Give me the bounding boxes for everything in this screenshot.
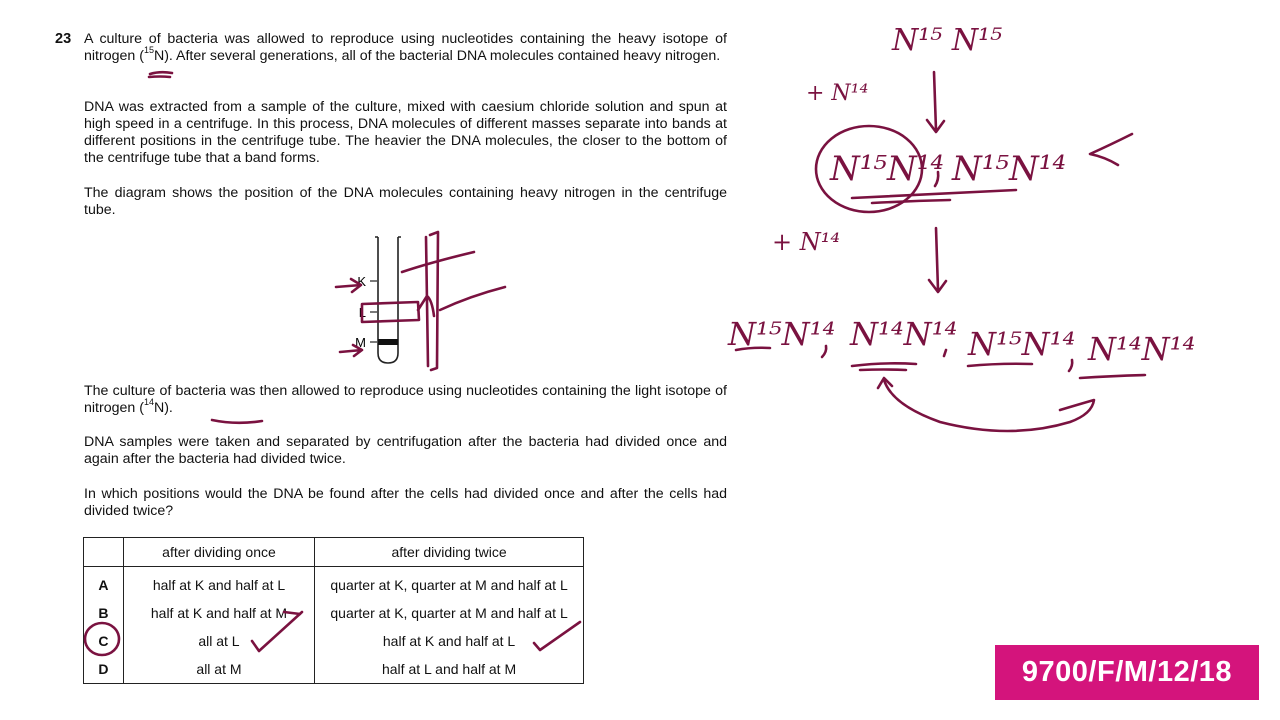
option-letter: B bbox=[98, 605, 109, 621]
ink-text-plus-second: + N¹⁴ bbox=[772, 228, 840, 256]
ink-arrow-left bbox=[1090, 134, 1132, 165]
ink-underline-gen2-2 bbox=[852, 363, 916, 370]
option-letter: C bbox=[98, 633, 109, 649]
ink-underline-gen2-4 bbox=[1080, 375, 1145, 378]
ink-underline-gen2-3 bbox=[968, 364, 1032, 366]
header-once: after dividing once bbox=[123, 538, 314, 567]
answer-once: half at K and half at L bbox=[123, 567, 314, 600]
intro-text-b: N). After several generations, all of the bacterial DNA molecules contained heavy nitrogen. bbox=[153, 48, 721, 64]
dna-band-m bbox=[378, 339, 398, 345]
table-row[interactable] bbox=[84, 599, 584, 627]
ink-circle-gen1 bbox=[816, 126, 922, 212]
centrifuge-paragraph: DNA was extracted from a sample of the culture, mixed with caesium chloride solution and spun at high speed in a centrifuge. In this process, DNA molecules of different masses separate into bands at different positions in the centrifuge tube. The heavier the DNA molecules, the closer to the bottom of the centrifuge tube that a band forms. bbox=[84, 99, 727, 166]
answer-twice: half at L and half at M bbox=[315, 655, 584, 684]
ink-comma-1 bbox=[935, 172, 938, 186]
ink-arrow-down-2 bbox=[929, 228, 946, 292]
table-row[interactable] bbox=[84, 655, 584, 684]
ink-underline-14n bbox=[212, 420, 262, 423]
question-intro bbox=[84, 31, 727, 65]
header-option bbox=[84, 538, 124, 567]
ink-text-gen2-4: N¹⁴N¹⁴ bbox=[1088, 330, 1196, 368]
ink-curved-connector bbox=[884, 380, 1094, 431]
answer-table bbox=[83, 537, 584, 684]
ink-underline-nitrogen bbox=[149, 72, 172, 77]
answer-once: half at K and half at M bbox=[123, 599, 314, 627]
ink-comma-4 bbox=[1069, 360, 1072, 371]
table-row[interactable] bbox=[84, 627, 584, 655]
label-l: L bbox=[358, 305, 366, 320]
answer-once: all at L bbox=[123, 627, 314, 655]
ink-underline-gen2-1 bbox=[736, 348, 770, 350]
ink-text-plus-first: + N¹⁴ bbox=[806, 81, 869, 106]
ink-arrow-down-1 bbox=[927, 72, 944, 132]
table-header-row bbox=[84, 538, 584, 567]
ink-connector-arrowhead bbox=[878, 378, 892, 388]
option-letter: D bbox=[98, 661, 109, 677]
table-row[interactable] bbox=[84, 567, 584, 600]
sampling-paragraph: DNA samples were taken and separated by centrifugation after the bacteria had divided once and again after the bacteria had divided twice. bbox=[84, 434, 727, 467]
ink-text-gen1-left: N¹⁵N¹⁴ bbox=[830, 149, 945, 189]
ink-text-gen2-1: N¹⁵N¹⁴ bbox=[728, 315, 836, 353]
intro-text-a: A culture of bacteria was allowed to reproduce using nucleotides containing the heavy isotope of nitrogen ( bbox=[84, 31, 727, 64]
question-number: 23 bbox=[55, 31, 72, 47]
diagram-intro-paragraph: The diagram shows the position of the DNA molecules containing heavy nitrogen in the centrifuge tube. bbox=[84, 185, 727, 218]
centrifuge-tube-diagram bbox=[330, 225, 440, 370]
ink-text-gen1-right: N¹⁵N¹⁴ bbox=[952, 149, 1067, 189]
isotope-superscript-15: 15 bbox=[143, 45, 154, 56]
answer-twice: quarter at K, quarter at M and half at L bbox=[315, 567, 584, 600]
ink-comma-3 bbox=[944, 350, 946, 356]
ink-underline-gen1 bbox=[852, 190, 1016, 203]
header-twice: after dividing twice bbox=[315, 538, 584, 567]
light-isotope-paragraph bbox=[84, 383, 727, 417]
ink-stroke-lower bbox=[440, 287, 505, 310]
answer-once: all at M bbox=[123, 655, 314, 684]
light-text-b: N). bbox=[153, 400, 173, 416]
option-letter: A bbox=[98, 577, 109, 593]
paper-code-banner: 9700/F/M/12/18 bbox=[995, 645, 1259, 700]
isotope-superscript-14: 14 bbox=[143, 397, 154, 408]
ink-text-gen2-2: N¹⁴N¹⁴ bbox=[850, 315, 958, 353]
question-prompt: In which positions would the DNA be found after the cells had divided once and after the cells had divided twice? bbox=[84, 486, 727, 519]
label-k: K bbox=[357, 274, 366, 289]
light-text-a: The culture of bacteria was then allowed to reproduce using nucleotides containing the light isotope of nitrogen ( bbox=[84, 383, 727, 416]
ink-comma-2 bbox=[822, 346, 826, 357]
ink-text-top-pair: N¹⁵ N¹⁵ bbox=[892, 23, 1003, 58]
answer-twice: quarter at K, quarter at M and half at L bbox=[315, 599, 584, 627]
ink-text-gen2-3: N¹⁵N¹⁴ bbox=[968, 325, 1076, 363]
label-m: M bbox=[355, 335, 366, 350]
answer-twice: half at K and half at L bbox=[315, 627, 584, 655]
